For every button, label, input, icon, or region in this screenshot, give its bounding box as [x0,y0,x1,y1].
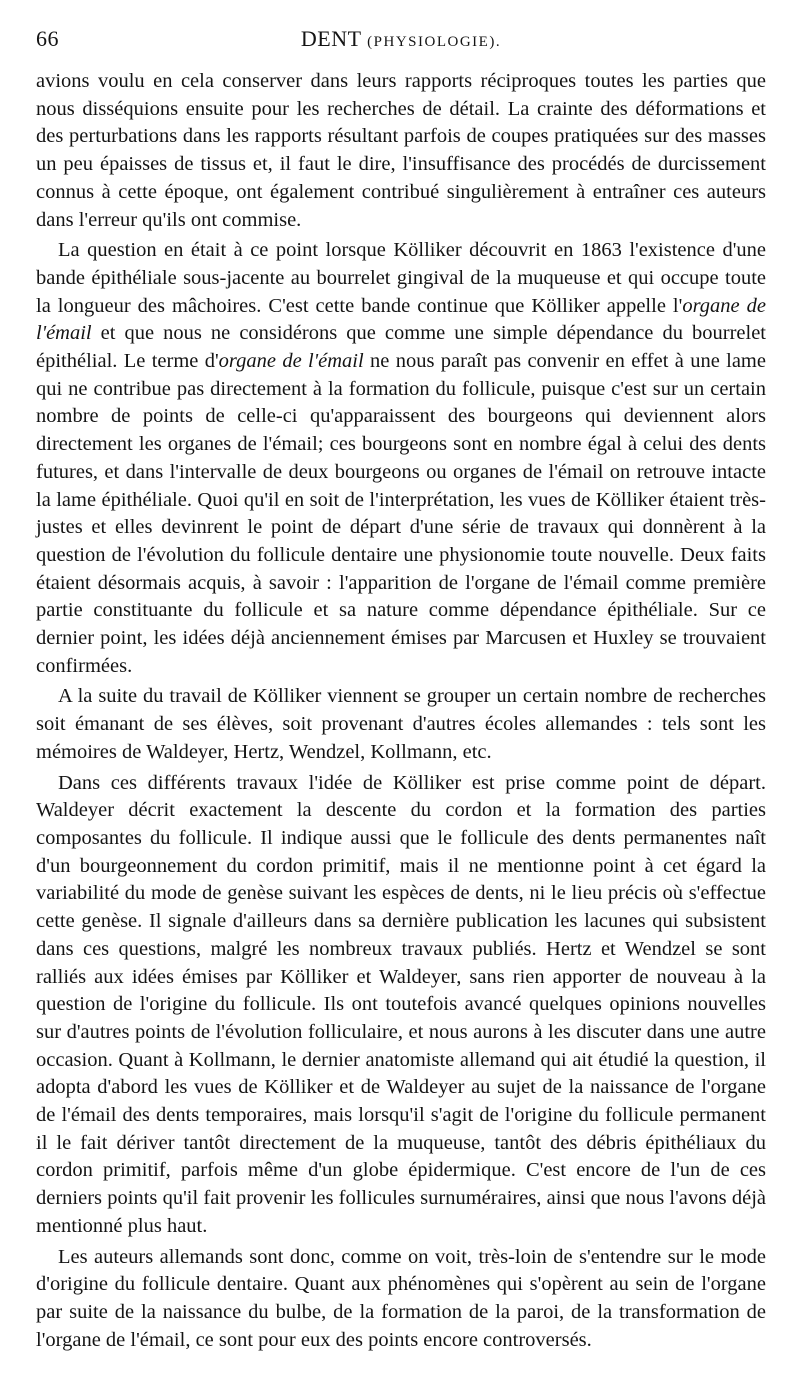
paragraph [36,683,766,766]
text-run: ne nous paraît pas convenir en effet à une lame qui ne contribue pas directement à la formation du follicule, puisque c'est sur un certain nombre de points de celle-ci qu'apparaissent des bourgeons qui deviennent alors directement les organes de l'émail; ces bourgeons sont en nombre égal à celui des dents futures, et dans l'intervalle de deux bourgeons ou organes de l'émail on retrouve intacte la lame épithéliale. Quoi qu'il en soit de l'interprétation, les vues de Kölliker étaient très-justes et elles devinrent le point de départ d'une série de travaux qui donnèrent à la question de l'évolution du follicule dentaire une physionomie toute nouvelle. Deux faits étaient désormais acquis, à savoir : l'apparition de l'organe de l'émail comme première partie constituante du follicule et sa nature comme dépendance épithéliale. Sur ce dernier point, les idées déjà anciennement émises par Marcusen et Huxley se trouvaient confirmées. [36,350,766,677]
paragraph [36,68,766,234]
running-header [36,26,766,60]
running-title [96,26,766,52]
italic-term: organe de l'émail [36,294,767,345]
text-run: La question en était à ce point lorsque Kölliker découvrit en 1863 l'existence d'une bande épithéliale sous-jacente au bourrelet gingival de la muqueuse et qui occupe toute la longueur des mâchoires. C'est cette bande continue que Kölliker appelle l' [36,239,766,317]
text-run: A la suite du travail de Kölliker viennent se grouper un certain nombre de recherches soit émanant de ses élèves, soit provenant d'autres écoles allemandes : tels sont les mémoires de Waldeyer, Hertz, Wendzel, Kollmann, etc. [36,685,766,763]
text-run: Dans ces différents travaux l'idée de Kölliker est prise comme point de départ. Waldeyer décrit exactement la descente du cordon et la formation des parties composantes du follicule. Il indique aussi que le follicule des dents permanentes naît d'un bourgeonnement du cordon primitif, mais il ne mentionne point à cet égard la variabilité du mode de genèse suivant les espèces de dents, ni le lieu précis où s'effectue cette genèse. Il signale d'ailleurs dans sa dernière publication les lacunes qui subsistent dans ces questions, malgré les nombreux travaux publiés. Hertz et Wendzel se sont ralliés aux idées émises par Kölliker et Waldeyer, sans rien apporter de nouveau à la question de l'origine du follicule. Ils ont toutefois avancé quelques opinions nouvelles sur d'autres points de l'évolution folliculaire, et nous aurons à les discuter dans une autre occasion. Quant à Kollmann, le dernier anatomiste allemand qui ait étudié la question, il adopta d'abord les vues de Kölliker et de Waldeyer au sujet de la naissance de l'organe de l'émail des dents temporaires, mais lorsqu'il s'agit de l'origine du follicule permanent il le fait dériver tantôt directement de la muqueuse, tantôt des débris épithéliaux du cordon primitif, parfois même d'un globe épidermique. C'est encore de l'un de ces derniers points qu'il fait provenir les follicules surnuméraires, ainsi que nous l'avons déjà mentionné plus haut. [36,771,766,1237]
running-title-main: DENT [300,26,362,51]
page-number: 66 [36,26,59,51]
italic-term: organe de l'émail [218,350,364,373]
paragraph [36,1244,766,1355]
running-title-subtitle: (PHYSIOLOGIE). [367,34,502,50]
text-run: et que nous ne considérons que comme une simple dépendance du bourrelet épithélial. Le terme d' [36,322,766,373]
text-run: Les auteurs allemands sont donc, comme on voit, très-loin de s'entendre sur le mode d'origine du follicule dentaire. Quant aux phénomènes qui s'opèrent au sein de l'organe par suite de la naissance du bulbe, de la formation de la paroi, de la transformation de l'organe de l'émail, ce sont pour eux des points encore controversés. [36,1245,766,1351]
paragraph [36,237,766,680]
text-run: avions voulu en cela conserver dans leurs rapports réciproques toutes les parties que nous disséquions ensuite pour les recherches de détail. La crainte des déformations et des perturbations dans les rapports résultant parfois de coupes pratiquées sur des masses un peu épaisses de tissus et, il faut le dire, l'insuffisance des procédés de durcissement connus à cette époque, ont également contribué singulièrement à entraîner ces auteurs dans l'erreur qu'ils ont commise. [36,70,766,231]
body-text [36,68,766,1354]
paragraph [36,770,766,1241]
